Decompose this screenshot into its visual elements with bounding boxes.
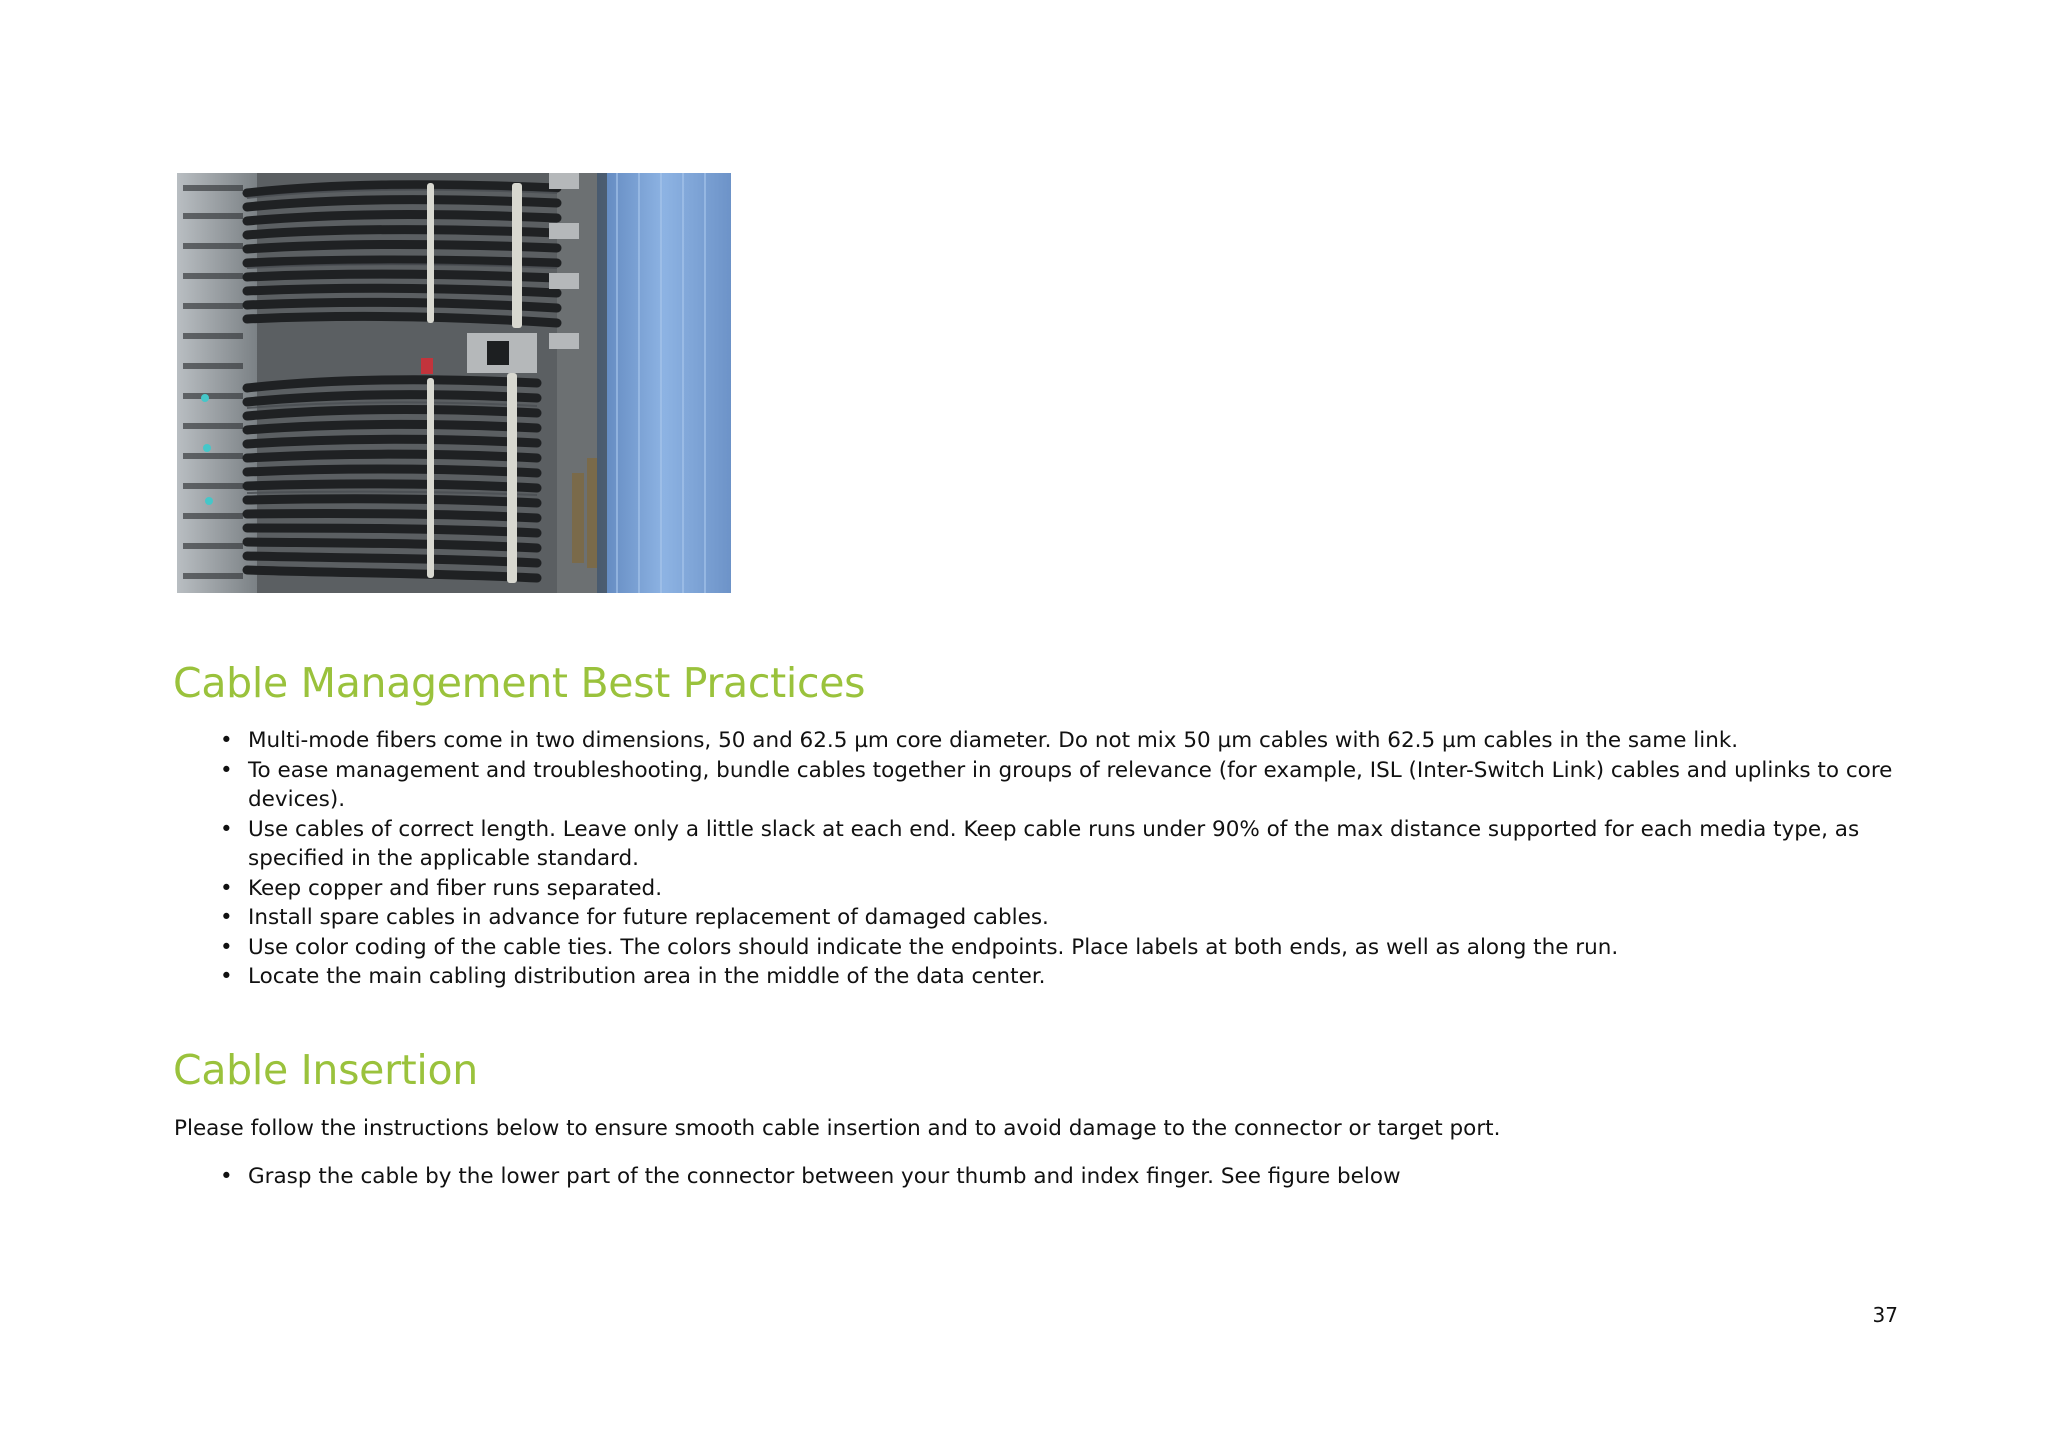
list-item: • To ease management and troubleshooting, bundle cables together in groups of relevance (for example, ISL (Inter-Switch Link) cables and uplinks to core devices).	[220, 756, 1900, 815]
cable-rack-photo	[177, 173, 731, 593]
section-heading-cable-management: Cable Management Best Practices	[173, 659, 866, 707]
list-item: • Use cables of correct length. Leave only a little slack at each end. Keep cable runs under 90% of the max distance supported for each media type, as specified in the applicable standard.	[220, 815, 1900, 874]
list-item: • Grasp the cable by the lower part of the connector between your thumb and index finger. See figure below	[220, 1162, 1900, 1192]
insertion-steps-list	[220, 1162, 1900, 1192]
list-item: • Keep copper and fiber runs separated.	[220, 874, 1900, 904]
list-item: • Use color coding of the cable ties. The colors should indicate the endpoints. Place labels at both ends, as well as along the run.	[220, 933, 1900, 963]
list-item: • Multi-mode fibers come in two dimensions, 50 and 62.5 µm core diameter. Do not mix 50 µm cables with 62.5 µm cables in the same link.	[220, 726, 1900, 756]
insertion-intro-text: Please follow the instructions below to ensure smooth cable insertion and to avoid damage to the connector or target port.	[174, 1116, 1501, 1141]
section-heading-cable-insertion: Cable Insertion	[173, 1046, 478, 1094]
list-item: • Locate the main cabling distribution area in the middle of the data center.	[220, 962, 1900, 992]
list-item: • Install spare cables in advance for future replacement of damaged cables.	[220, 903, 1900, 933]
page-number: 37	[1872, 1303, 1898, 1327]
best-practices-list	[220, 726, 1900, 992]
